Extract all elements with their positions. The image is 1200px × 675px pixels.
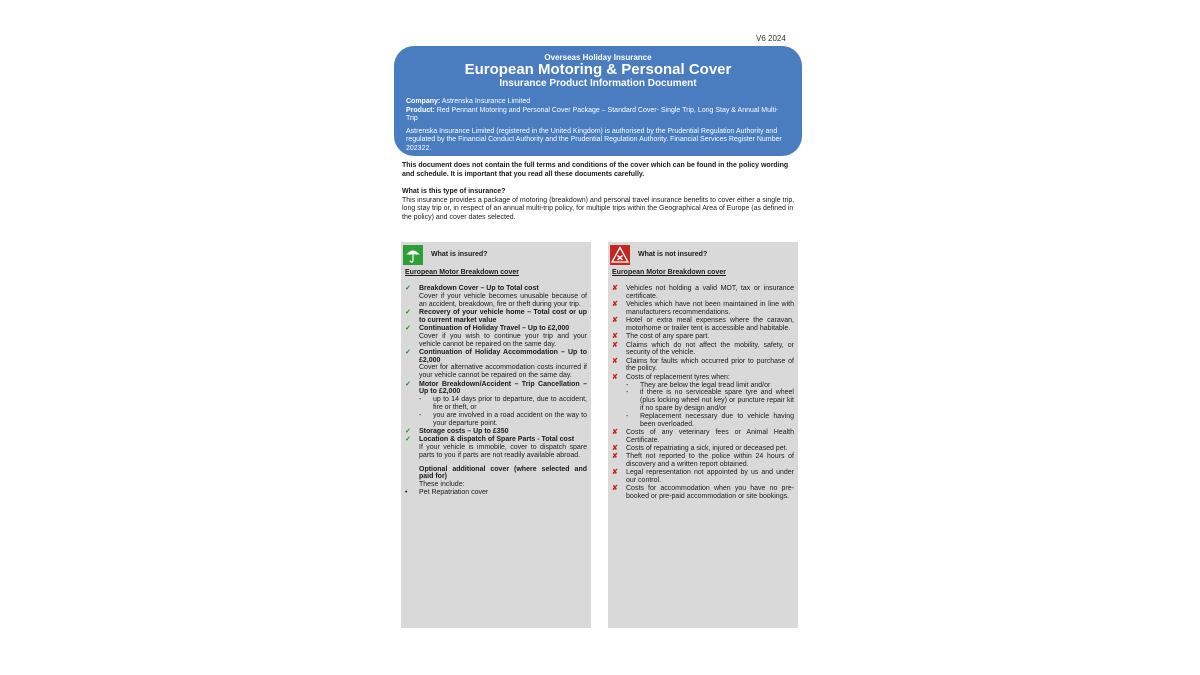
list-item: ✓ Breakdown Cover – Up to Total cost Cover if your vehicle becomes unusable because of an accident, breakdown, fire or theft during your trip. [405, 285, 587, 308]
what-is-not-insured-panel [608, 242, 798, 628]
insurance-type-question: What is this type of insurance? [402, 188, 506, 195]
list-item: ✘ Costs of any veterinary fees or Animal Health Certificate. [612, 428, 794, 444]
product-line: Product: Red Pennant Motoring and Personal Cover Package – Standard Cover- Single Trip, Long Stay & Annual Multi-Trip [406, 106, 779, 122]
cross-icon: ✘ [612, 444, 618, 452]
umbrella-icon [403, 245, 423, 265]
list-item: ✘ Claims which do not affect the mobility, safety, or security of the vehicle. [612, 341, 794, 357]
list-item: ✘ Costs of repatriating a sick, injured or deceased pet. [612, 444, 788, 452]
list-item: ✘ Vehicles which have not been maintained in line with manufacturers recommendations. [612, 301, 794, 316]
list-item: ✘ The cost of any spare part. [612, 333, 710, 341]
cross-icon: ✘ [612, 485, 618, 493]
optional-item: • Pet Repatriation cover [405, 488, 489, 496]
list-item: ✘ Costs for accommodation when you have no pre-booked or pre-paid accommodation or site bookings. [612, 485, 794, 501]
banner-subtitle: Overseas Holiday Insurance [544, 53, 652, 62]
check-icon: ✓ [405, 436, 411, 444]
cross-icon: ✘ [612, 357, 618, 365]
list-item: ✘ Costs of replacement tyres when: - They are below the legal tread limit and/or - if there is no serviceable spare tyre and wheel (plus locking wheel nut key) or puncture repair kit if no spare by design and/or - Replacement necessary due to vehicle having been overloaded. [612, 373, 794, 428]
list-item: ✘ Claims for faults which occurred prior to purchase of the policy. [612, 357, 794, 373]
list-item: ✘ Theft not reported to the police within 24 hours of discovery and a written report obtained. [612, 453, 794, 469]
version-label: V6 2024 [756, 34, 786, 43]
check-icon: ✓ [405, 324, 411, 332]
notice-text: This document does not contain the full terms and conditions of the cover which can be found in the policy wording and schedule. It is important that you read all these documents carefully. [402, 162, 789, 178]
list-item: ✓ Recovery of your vehicle home – Total cost or up to current market value [405, 308, 587, 324]
list-item: ✓ Storage costs – Up to £350 [405, 427, 509, 435]
insured-section-heading: European Motor Breakdown cover [405, 269, 519, 276]
cross-icon: ✘ [612, 341, 618, 349]
list-item: ✘ Vehicles not holding a valid MOT, tax or insurance certificate. [612, 285, 794, 300]
not-insured-title: What is not insured? [638, 251, 708, 258]
document-type: Insurance Product Information Document [499, 78, 697, 89]
insured-list [401, 285, 591, 460]
check-icon: ✓ [405, 348, 411, 356]
optional-cover-title: Optional additional cover (where selected and paid for) [419, 465, 587, 481]
not-insured-list [608, 285, 798, 501]
list-item: ✓ Location & dispatch of Spare Parts - Total cost If your vehicle is immobile, cover to dispatch spare parts to you if parts are not readily available abroad. [405, 436, 587, 459]
optional-cover [401, 466, 591, 489]
check-icon: ✓ [405, 308, 411, 316]
cross-icon: ✘ [612, 453, 618, 461]
check-icon: ✓ [405, 285, 411, 292]
intro-section [402, 162, 800, 222]
insured-title: What is insured? [431, 251, 488, 258]
what-is-insured-panel [401, 242, 591, 628]
cross-icon: ✘ [612, 285, 618, 292]
sub-item: - Replacement necessary due to vehicle having been overloaded. [626, 412, 794, 428]
company-line: Company: Astrenska Insurance Limited [406, 98, 531, 105]
insurance-type-answer: This insurance provides a package of motoring (breakdown) and personal travel insurance benefits to cover either a single trip, long stay trip or, in respect of an annual multi-trip policy, for multiple trips within the Geographical Area of Europe (as defined in the policy) and cover dates selected. [402, 196, 795, 221]
not-insured-section-heading: European Motor Breakdown cover [612, 269, 726, 276]
sub-item: - if there is no serviceable spare tyre and wheel (plus locking wheel nut key) or puncture repair kit if no spare by design and/or [626, 389, 794, 412]
sub-item: - up to 14 days prior to departure, due to accident, fire or theft, or [419, 396, 587, 411]
sub-item: - They are below the legal tread limit and/or [626, 381, 771, 389]
cross-icon: ✘ [612, 317, 618, 325]
list-item: ✘ Legal representation not appointed by us and under our control. [612, 469, 794, 485]
list-item: ✓ Continuation of Holiday Travel – Up to £2,000 Cover if you wish to continue your trip and your vehicle cannot be repaired on the same day. [405, 324, 587, 348]
regulation-text: Astrenska Insurance Limited (registered in the United Kingdom) is authorised by the Prudential Regulation Authority and regulated by the Financial Conduct Authority and the Prudential Regulation Authority. Financial Services Register Number 202322. [406, 127, 782, 152]
list-item: ✘ Hotel or extra meal expenses where the caravan, motorhome or trailer tent is accessible and habitable. [612, 317, 794, 332]
cross-icon: ✘ [612, 301, 618, 309]
cross-icon: ✘ [612, 428, 618, 436]
list-item: ✓ Motor Breakdown/Accident – Trip Cancellation – Up to £2,000 - up to 14 days prior to departure, due to accident, fire or theft, or - you are involved in a road accident on the way to your departure point. [405, 380, 587, 427]
sub-item: - you are involved in a road accident on the way to your departure point. [419, 411, 587, 427]
document-title: European Motoring & Personal Cover [464, 61, 732, 78]
cross-icon: ✘ [612, 469, 618, 477]
optional-cover-intro: These include: [419, 481, 465, 489]
cross-icon: ✘ [612, 333, 618, 341]
check-icon: ✓ [405, 427, 411, 435]
warning-cross-icon [610, 245, 630, 265]
cross-icon: ✘ [612, 373, 618, 381]
list-item: ✓ Continuation of Holiday Accommodation – Up to £2,000 Cover for alternative accommodation costs incurred if your vehicle cannot be repaired on the same day. [405, 348, 587, 380]
header-banner [394, 46, 802, 156]
check-icon: ✓ [405, 380, 411, 388]
